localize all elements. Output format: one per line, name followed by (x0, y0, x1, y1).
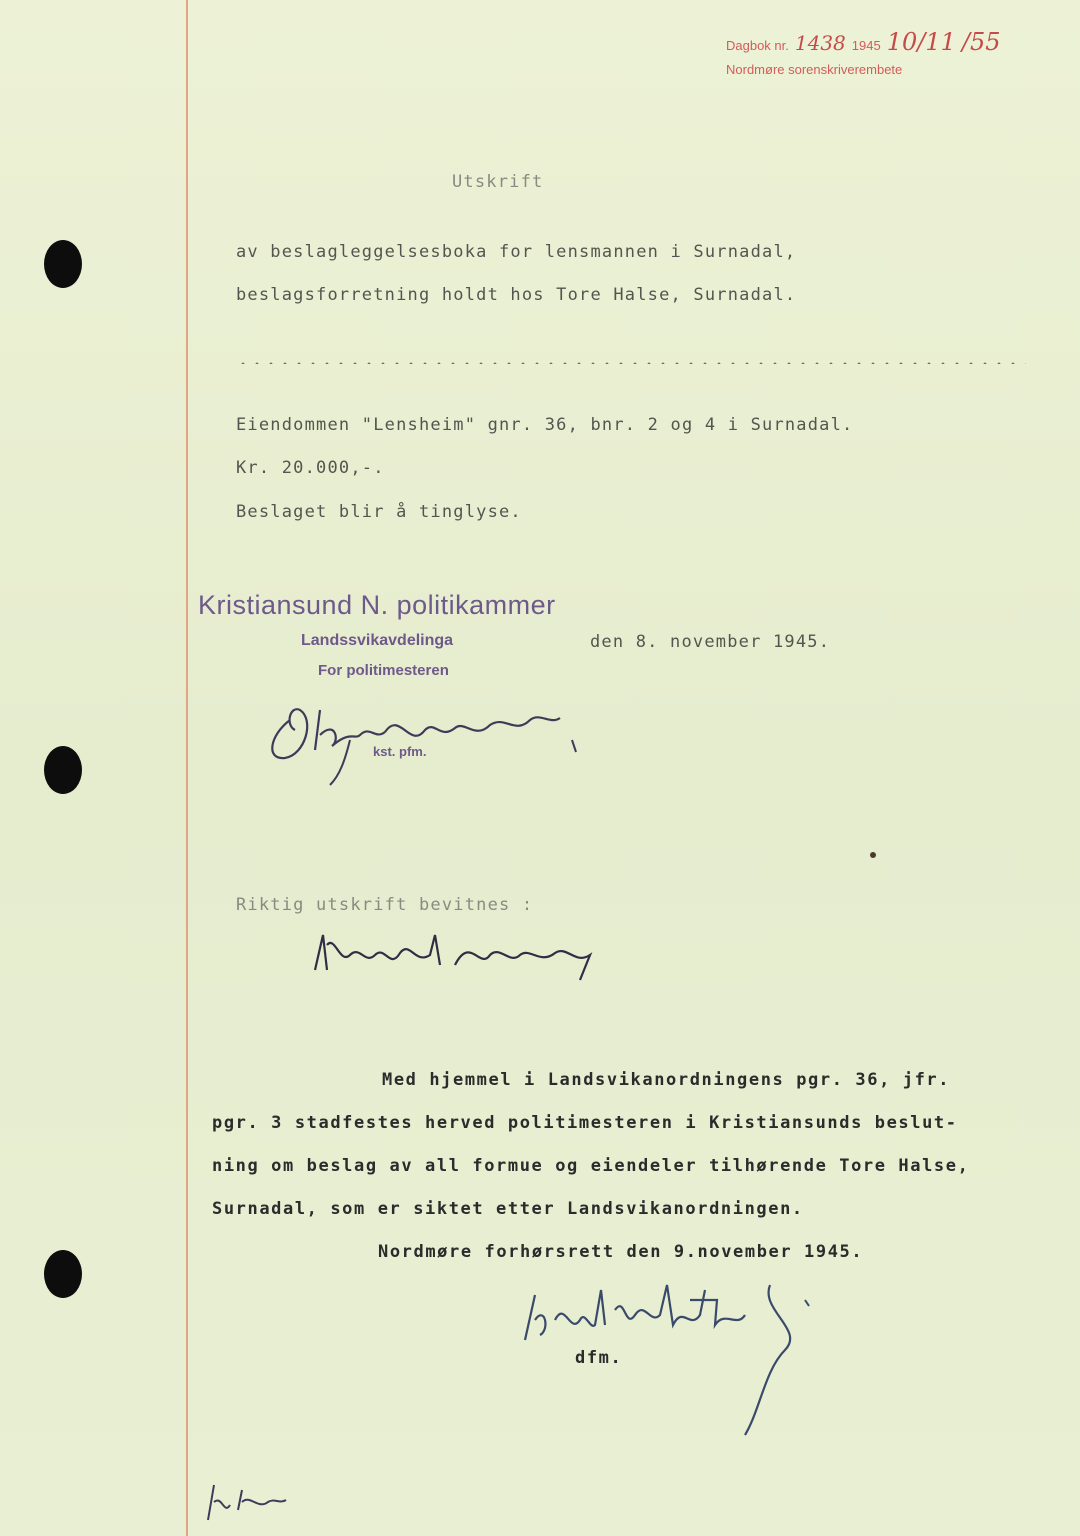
court-line: Nordmøre forhørsrett den 9.november 1945. (378, 1242, 864, 1262)
margin-rule (186, 0, 188, 1536)
office-name: Nordmøre sorenskriverembete (726, 62, 903, 77)
document-heading: Utskrift (452, 172, 544, 192)
property-line: Eiendommen "Lensheim" gnr. 36, bnr. 2 og 4 i Surnadal. (236, 415, 854, 435)
punch-hole (44, 1250, 82, 1298)
amount-line: Kr. 20.000,-. (236, 458, 385, 478)
page-reference: /55 (961, 28, 1001, 56)
intro-line-1: av beslagleggelsesboka for lensmannen i Surnadal, (236, 242, 797, 262)
dotted-separator (236, 362, 1026, 364)
dagbok-number: 1438 (794, 31, 846, 55)
ink-spot (870, 852, 876, 858)
police-stamp (198, 590, 556, 759)
registration-note: Beslaget blir å tinglyse. (236, 502, 522, 522)
certification-line: Riktig utskrift bevitnes : (236, 895, 534, 915)
ruling-line-1: Med hjemmel i Landsvikanordningens pgr. 36, jfr. (382, 1070, 951, 1090)
stamp-date: 10/11 (886, 28, 956, 56)
intro-line-2: beslagsforretning holdt hos Tore Halse, Surnadal. (236, 285, 797, 305)
ruling-line-2: pgr. 3 stadfestes herved politimesteren i Kristiansunds beslut- (212, 1113, 958, 1133)
ruling-line-3: ning om beslag av all formue og eiendeler tilhørende Tore Halse, (212, 1156, 970, 1176)
police-title: kst. pfm. (373, 744, 427, 759)
police-for-line: For politimesteren (318, 662, 449, 679)
ruling-line-4: Surnadal, som er siktet etter Landsvikanordningen. (212, 1199, 804, 1219)
stamp-year: 1945 (851, 38, 881, 53)
dagbok-label: Dagbok nr. (726, 38, 789, 53)
punch-hole (44, 240, 82, 288)
police-date-line: den 8. november 1945. (590, 632, 831, 652)
police-department: Landssvikavdelinga (301, 632, 454, 649)
punch-hole (44, 746, 82, 794)
judge-title: dfm. (575, 1348, 623, 1368)
registry-stamp (726, 30, 1001, 82)
police-office-name: Kristiansund N. politikammer (198, 590, 556, 620)
